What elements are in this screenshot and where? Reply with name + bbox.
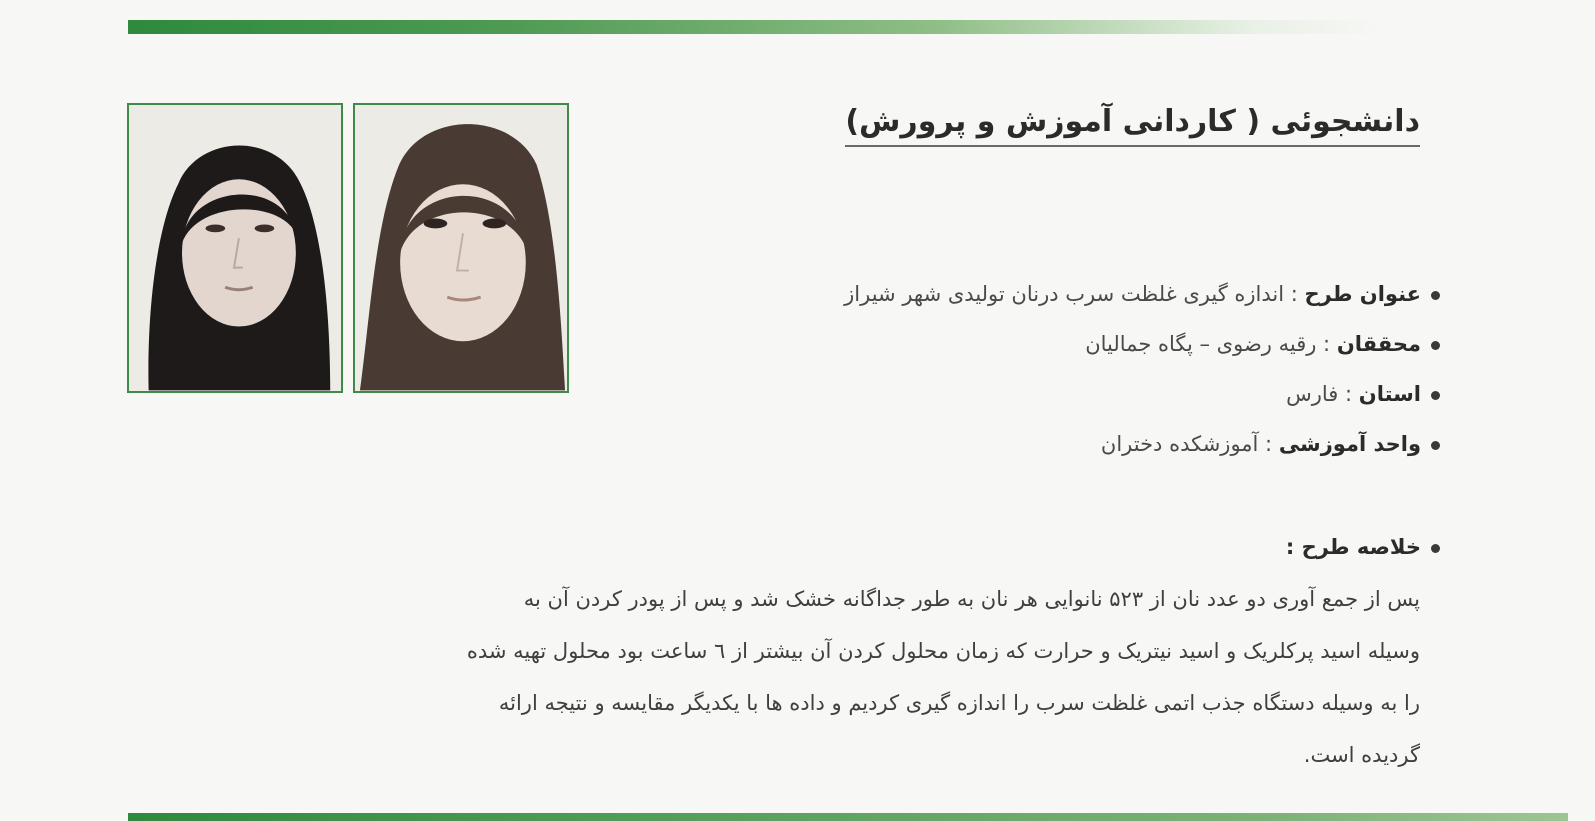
bullet-icon — [1431, 441, 1440, 450]
info-item-researchers — [844, 325, 1440, 375]
field-separator: : — [1338, 382, 1359, 406]
summary-line: را به وسیله دستگاه جذب اتمی غلظت سرب را اندازه گیری کردیم و داده ها با یکدیگر مقایسه و نتیجه ارائه — [498, 691, 1420, 715]
bullet-icon — [1431, 291, 1440, 300]
summary-text — [290, 573, 1420, 781]
bullet-icon — [1431, 341, 1440, 350]
project-info-list — [844, 275, 1440, 475]
top-accent-bar — [128, 20, 1378, 34]
field-separator: : — [1316, 332, 1337, 356]
field-value: فارس — [1286, 382, 1339, 406]
field-separator: : — [1284, 282, 1305, 306]
info-item-unit — [844, 425, 1440, 475]
info-item-province — [844, 375, 1440, 425]
field-label: عنوان طرح — [1304, 282, 1421, 306]
field-label: واحد آموزشی — [1278, 432, 1421, 456]
bullet-icon — [1431, 391, 1440, 400]
summary-label: خلاصه طرح : — [1285, 535, 1421, 559]
researcher-photo-2 — [353, 103, 569, 393]
summary-line: گردیده است. — [1303, 743, 1420, 767]
field-separator: : — [1258, 432, 1279, 456]
researcher-photo-1 — [127, 103, 343, 393]
field-label: استان — [1358, 382, 1421, 406]
summary-line: وسیله اسید پرکلریک و اسید نیتریک و حرارت که زمان محلول کردن آن بیشتر از ٦ ساعت بود محلول تهیه شده — [466, 639, 1420, 663]
portrait-photo-icon — [355, 105, 567, 391]
page-title: دانشجوئی ( کاردانی آموزش و پرورش) — [845, 104, 1420, 147]
portrait-photo-icon — [129, 105, 341, 391]
summary-heading — [1286, 528, 1440, 566]
field-value: اندازه گیری غلظت سرب درنان تولیدی شهر شیراز — [844, 282, 1285, 306]
field-value: آموزشکده دختران — [1100, 432, 1259, 456]
field-value: رقیه رضوی – پگاه جمالیان — [1085, 332, 1317, 356]
bullet-icon — [1431, 544, 1440, 553]
summary-line: پس از جمع آوری دو عدد نان از ۵۲۳ نانوایی هر نان به طور جداگانه خشک شد و پس از پودر کردن آن به — [523, 587, 1420, 611]
field-label: محققان — [1336, 332, 1421, 356]
bottom-accent-bar — [128, 813, 1568, 821]
info-item-project-title — [844, 275, 1440, 325]
